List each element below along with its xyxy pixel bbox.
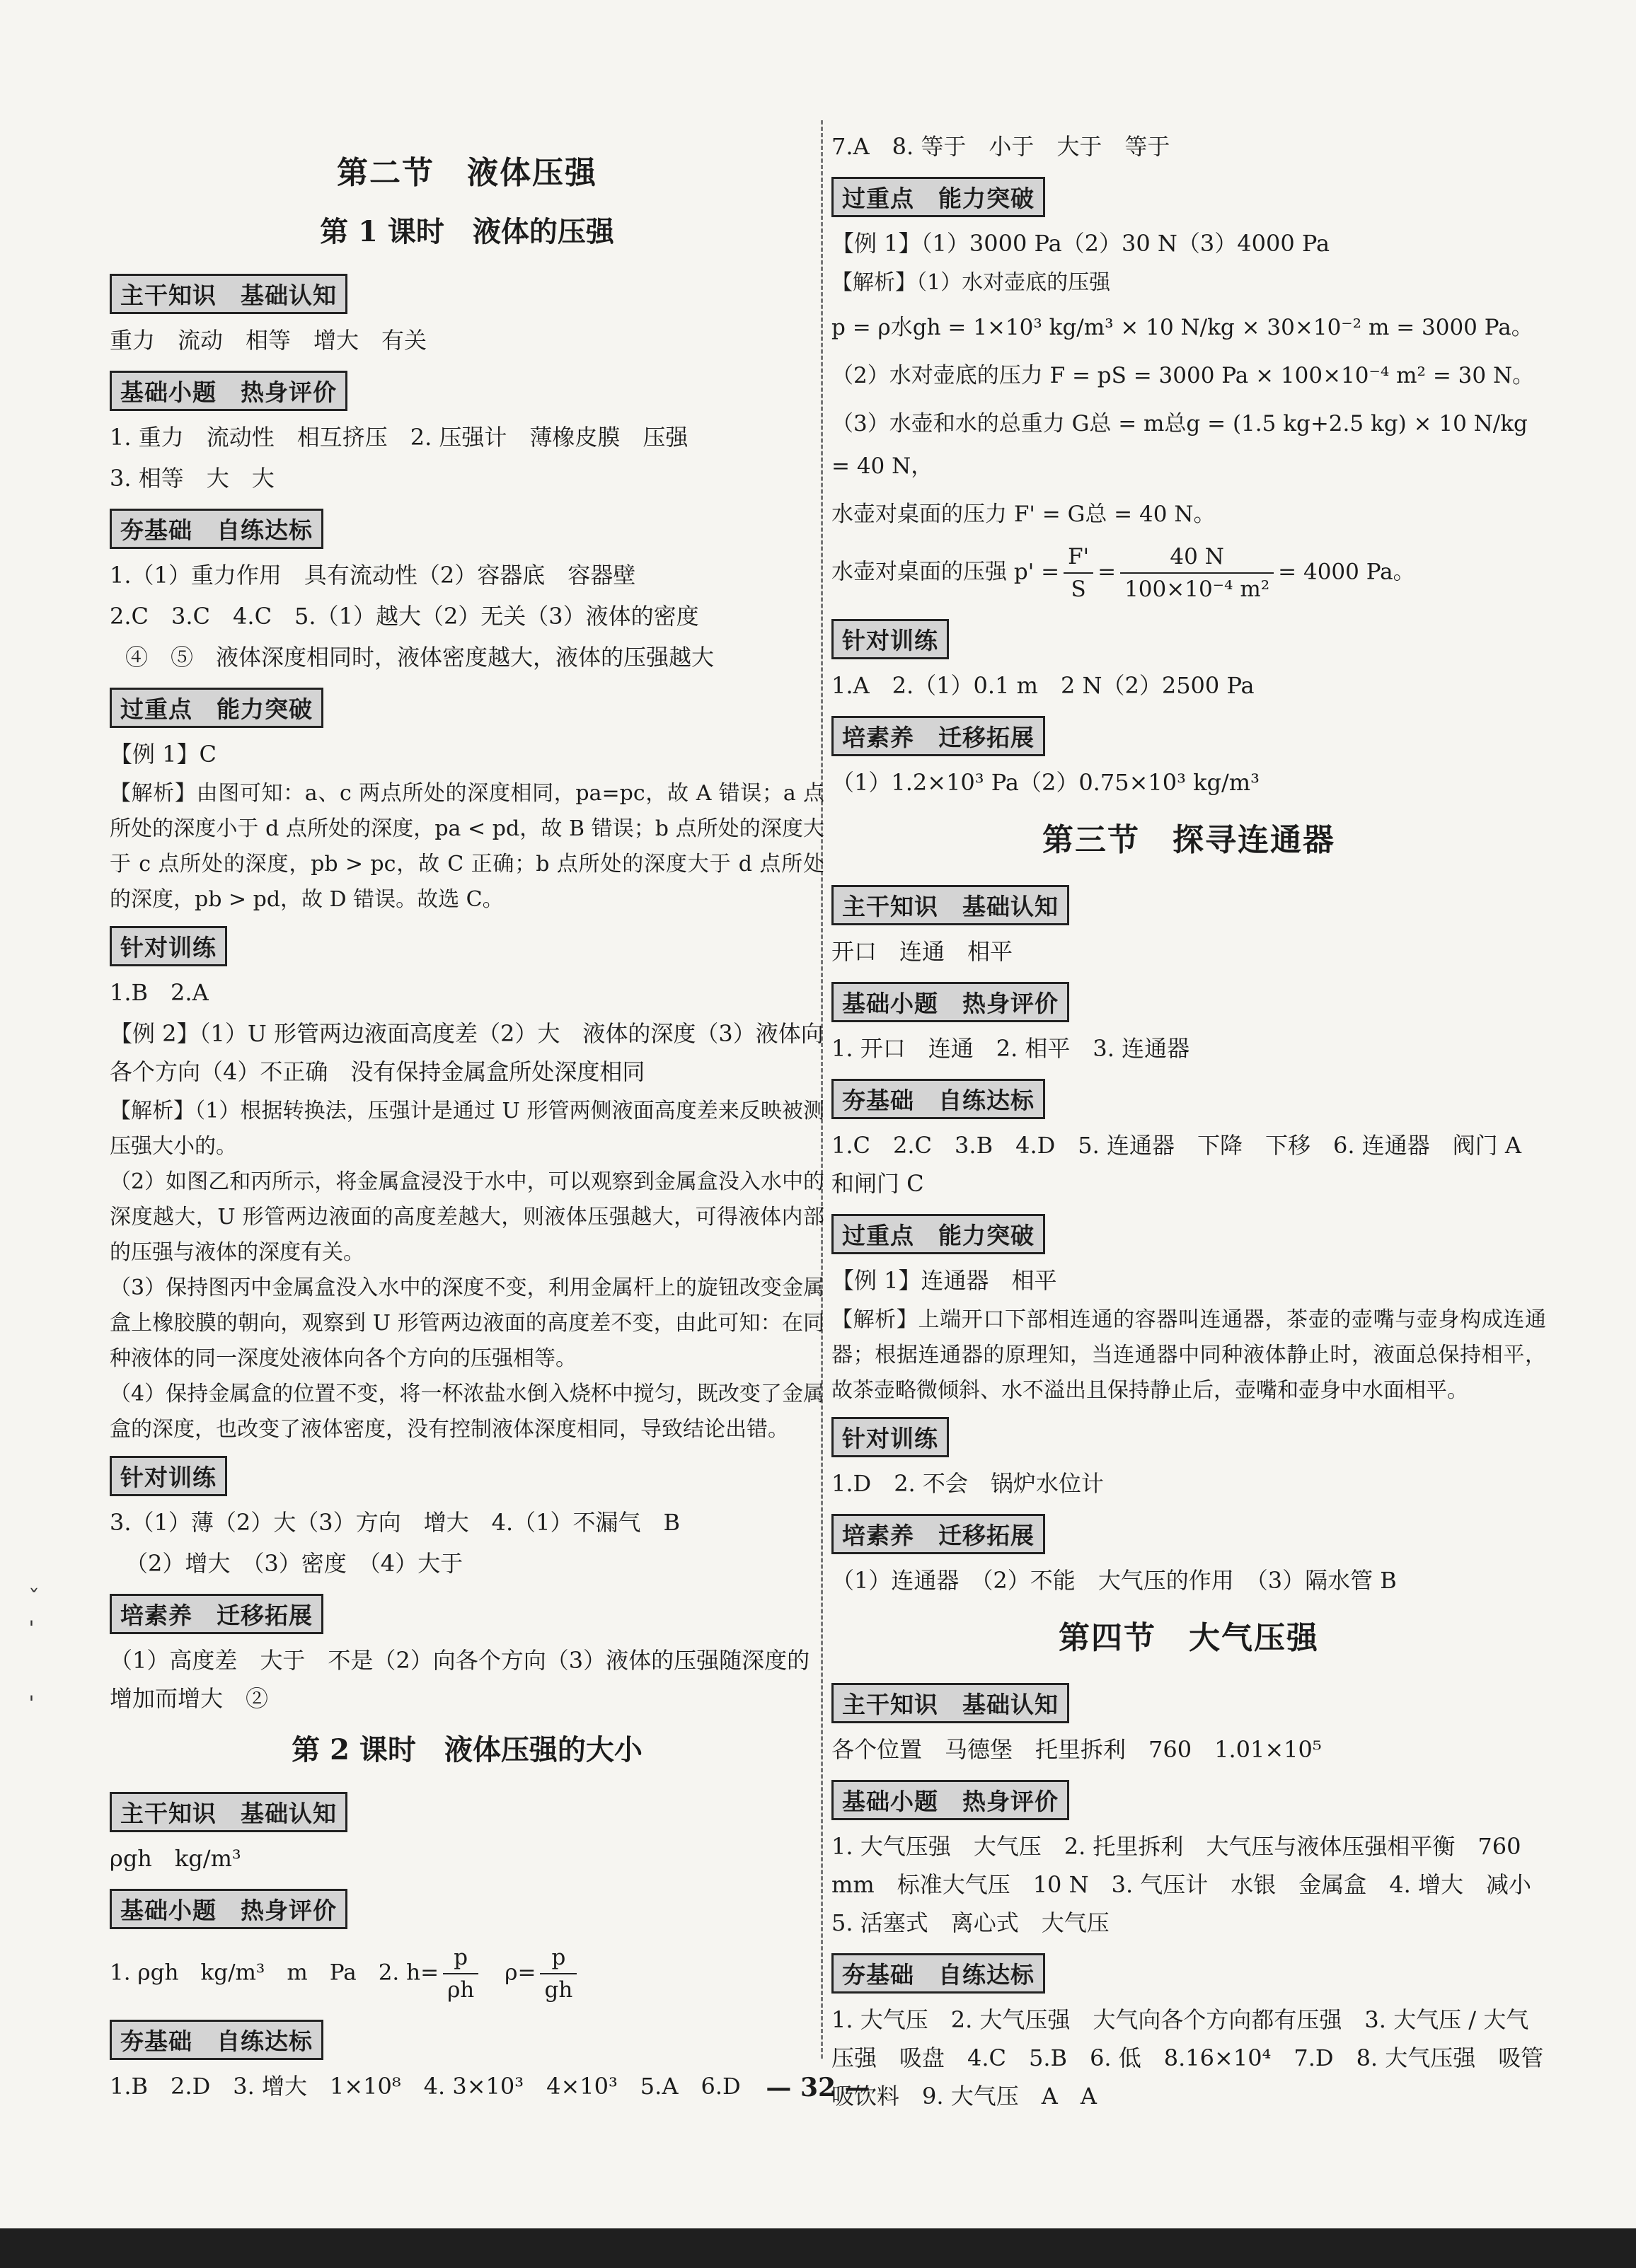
answer-text: 3.（1）薄（2）大（3）方向 增大 4.（1）不漏气 B [110, 1509, 681, 1536]
formula-line: p = ρ水gh = 1×10³ kg/m³ × 10 N/kg × 30×10⁻² m = 3000 Pa。 [831, 315, 1533, 340]
section-tag: 主干知识 基础认知 [110, 1792, 347, 1832]
answer-text: 1.C 2.C 3.B 4.D 5. 连通器 下降 下移 6. 连通器 阀门 A 和闸门 C [831, 1132, 1529, 1197]
example-answer: 【例 1】C [110, 741, 217, 768]
section-tag: 过重点 能力突破 [831, 1214, 1045, 1254]
margin-mark: ˌ [28, 1677, 35, 1703]
answer-text: 1. 大气压 2. 大气压强 大气向各个方向都有压强 3. 大气压 / 大气压强 吸盘 4.C 5.B 6. 低 8.16×10⁴ 7.D 8. 大气压强 吸管吸饮料 9. 大气压 A A [831, 2006, 1544, 2110]
fraction-numerator: F' [1064, 541, 1093, 574]
answer-text: （2）增大 （3）密度 （4）大于 [125, 1550, 463, 1577]
formula-line [110, 1942, 824, 2006]
section-title: 第三节 探寻连通器 [1042, 822, 1335, 858]
page-number: — 32 — [766, 2073, 870, 2102]
explanation-text: 【解析】（1）水对壶底的压强 [831, 270, 1111, 295]
fraction-denominator: 100×10⁻⁴ m² [1124, 577, 1270, 602]
answer-text: 1.B 2.A [110, 979, 209, 1006]
formula-text: = 4000 Pa。 [1278, 559, 1415, 585]
section-title: 第二节 液体压强 [337, 155, 597, 191]
fraction-denominator: gh [544, 1977, 573, 2003]
answer-text: （1）连通器 （2）不能 大气压的作用 （3）隔水管 B [831, 1567, 1397, 1594]
formula-line: （2）水对壶底的压力 F = pS = 3000 Pa × 100×10⁻⁴ m² = 30 N。 [831, 363, 1535, 388]
section-tag: 夯基础 自练达标 [831, 1953, 1045, 1994]
explanation-text: 【解析】（1）根据转换法，压强计是通过 U 形管两侧液面高度差来反映被测压强大小的。 [110, 1099, 824, 1159]
section-tag: 主干知识 基础认知 [110, 274, 347, 314]
example-answer: 【例 1】（1）3000 Pa（2）30 N（3）4000 Pa [831, 230, 1330, 257]
section-tag: 培素养 迁移拓展 [110, 1594, 323, 1634]
fraction-denominator: ρh [447, 1977, 475, 2003]
section-tag: 培素养 迁移拓展 [831, 1514, 1045, 1554]
section-tag: 针对训练 [831, 1417, 949, 1457]
margin-mark: ˇ [28, 1585, 40, 1612]
lesson-title: 第 2 课时 液体压强的大小 [292, 1733, 643, 1766]
section-tag: 主干知识 基础认知 [831, 1683, 1069, 1723]
formula-text: 1. ρgh kg/m³ m Pa 2. h= [110, 1960, 439, 1986]
section-title: 第四节 大气压强 [1059, 1620, 1319, 1656]
answer-text: 开口 连通 相平 [831, 938, 1013, 965]
section-tag: 基础小题 热身评价 [831, 982, 1069, 1022]
answer-text: 2.C 3.C 4.C 5.（1）越大（2）无关（3）液体的密度 [110, 603, 699, 630]
formula-line [831, 541, 1546, 605]
section-tag: 过重点 能力突破 [110, 688, 323, 728]
section-tag: 夯基础 自练达标 [831, 1079, 1045, 1119]
fraction-denominator: S [1071, 577, 1086, 602]
answer-text: 1.B 2.D 3. 增大 1×10⁸ 4. 3×10³ 4×10³ 5.A 6.D [110, 2073, 741, 2100]
answer-text: （1）高度差 大于 不是（2）向各个方向（3）液体的压强随深度的增加而增大 ② [110, 1647, 810, 1712]
section-tag: 基础小题 热身评价 [831, 1780, 1069, 1820]
fraction [443, 1942, 478, 2006]
explanation-text: 【解析】上端开口下部相连通的容器叫连通器，茶壶的壶嘴与壶身构成连通器；根据连通器的原理知，当连通器中同种液体静止时，液面总保持相平，故茶壶略微倾斜、水不溢出且保持静止后，壶嘴和壶身中水面相平。 [831, 1307, 1546, 1403]
answer-text: 重力 流动 相等 增大 有关 [110, 327, 427, 354]
fraction [540, 1942, 577, 2006]
right-column [831, 127, 1555, 2118]
section-tag: 夯基础 自练达标 [110, 2020, 323, 2060]
margin-mark: ˈ [28, 1616, 35, 1643]
answer-text: 1. 大气压强 大气压 2. 托里拆利 大气压与液体压强相平衡 760 mm 标准大气压 10 N 3. 气压计 水银 金属盒 4. 增大 减小 5. 活塞式 离心式 大气压 [831, 1833, 1555, 1936]
explanation-text: （3）保持图丙中金属盒没入水中的深度不变，利用金属杆上的旋钮改变金属盒上橡胶膜的朝向，观察到 U 形管两边液面的高度差不变，由此可知：在同种液体的同一深度处液体向各个方向的压强相等。 [110, 1275, 824, 1371]
answer-text: 7.A 8. 等于 小于 大于 等于 [831, 133, 1170, 160]
formula-line: （3）水壶和水的总重力 G总 = m总g = (1.5 kg+2.5 kg) × 10 N/kg = 40 N， [831, 411, 1535, 479]
explanation-text: （4）保持金属盒的位置不变，将一杯浓盐水倒入烧杯中搅匀，既改变了金属盒的深度，也改变了液体密度，没有控制液体深度相同，导致结论出错。 [110, 1382, 824, 1442]
answer-text: 1.（1）重力作用 具有流动性（2）容器底 容器壁 [110, 562, 636, 589]
left-column [110, 134, 824, 2108]
formula-text: 水壶对桌面的压强 p' = [831, 559, 1060, 585]
formula-text: = [1098, 559, 1117, 585]
section-tag: 针对训练 [110, 926, 227, 966]
answer-text: （1）1.2×10³ Pa（2）0.75×10³ kg/m³ [831, 769, 1260, 796]
answer-text: 1. 重力 流动性 相互挤压 2. 压强计 薄橡皮膜 压强 [110, 424, 689, 451]
section-tag: 主干知识 基础认知 [831, 885, 1069, 925]
explanation-text: （2）如图乙和丙所示，将金属盒浸没于水中，可以观察到金属盒没入水中的深度越大，U 形管两边液面的高度差越大，则液体压强越大，可得液体内部的压强与液体的深度有关。 [110, 1169, 824, 1265]
fraction [1064, 541, 1093, 605]
fraction-numerator: p [443, 1942, 478, 1974]
answer-text: ④ ⑤ 液体深度相同时，液体密度越大，液体的压强越大 [125, 644, 715, 671]
fraction [1120, 541, 1274, 605]
example-answer: 【例 2】（1）U 形管两边液面高度差（2）大 液体的深度（3）液体向各个方向（4）不正确 没有保持金属盒所处深度相同 [110, 1020, 824, 1085]
formula-line: 水壶对桌面的压力 F' = G总 = 40 N。 [831, 502, 1216, 527]
section-tag: 针对训练 [831, 619, 949, 659]
formula-text: ρ= [505, 1960, 536, 1986]
section-tag: 基础小题 热身评价 [110, 1889, 347, 1929]
answer-text: 1.D 2. 不会 锅炉水位计 [831, 1470, 1104, 1497]
explanation-text: 【解析】由图可知：a、c 两点所处的深度相同，pa=pc，故 A 错误；a 点所处的深度小于 d 点所处的深度，pa < pd，故 B 错误；b 点所处的深度大于 c 点所处的深度，pb > pc，故 C 正确；b 点所处的深度大于 d 点所处的深度，pb > pd，故 D 错误。故选 C。 [110, 781, 824, 912]
answer-text: 3. 相等 大 大 [110, 465, 275, 492]
section-tag: 基础小题 热身评价 [110, 371, 347, 411]
answer-text: ρgh kg/m³ [110, 1845, 241, 1872]
example-answer: 【例 1】连通器 相平 [831, 1267, 1057, 1294]
answer-text: 1. 开口 连通 2. 相平 3. 连通器 [831, 1035, 1190, 1062]
fraction-numerator: p [540, 1942, 577, 1974]
section-tag: 培素养 迁移拓展 [831, 716, 1045, 756]
bottom-edge-bar [0, 2228, 1636, 2268]
answer-text: 1.A 2.（1）0.1 m 2 N（2）2500 Pa [831, 672, 1255, 699]
section-tag: 针对训练 [110, 1456, 227, 1496]
answer-text: 各个位置 马德堡 托里拆利 760 1.01×10⁵ [831, 1736, 1322, 1763]
section-tag: 夯基础 自练达标 [110, 509, 323, 549]
lesson-title: 第 1 课时 液体的压强 [320, 215, 614, 248]
section-tag: 过重点 能力突破 [831, 177, 1045, 217]
fraction-numerator: 40 N [1120, 541, 1274, 574]
